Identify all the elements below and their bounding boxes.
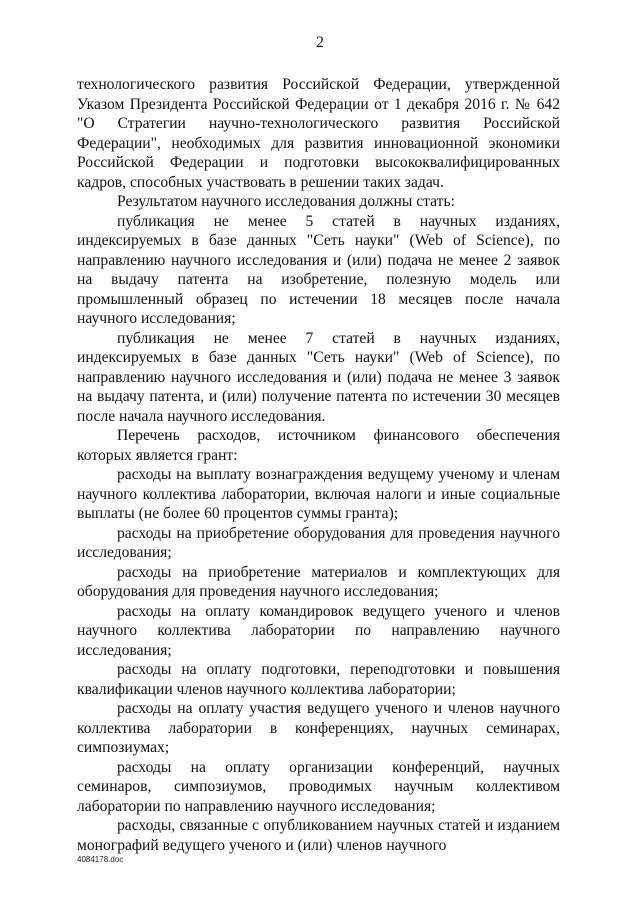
paragraph: Результатом научного исследования должны стать:	[117, 193, 455, 210]
page-number: 2	[316, 34, 324, 51]
paragraph: публикация не менее 7 статей в научных изданиях, индексируемых в базе данных "Сеть науки" (Web of Science), по направлению научного исследования и (или) подача не менее 3 заявок на выдачу патента, и (или) получение патента по истечении 30 месяцев после начала научного исследования.	[77, 329, 560, 425]
paragraph: расходы на приобретение материалов и комплектующих для оборудования для проведения научного исследования;	[77, 563, 560, 600]
paragraph: расходы на приобретение оборудования для проведения научного исследования;	[77, 524, 560, 561]
paragraph: публикация не менее 5 статей в научных изданиях, индексируемых в базе данных "Сеть науки" (Web of Science), по направлению научного исследования и (или) подача не менее 2 заявок на выдачу патента на изобретение, полезную модель или промышленный образец по истечении 18 месяцев после начала научного исследования;	[77, 212, 560, 327]
paragraph: Перечень расходов, источником финансового обеспечения которых является грант:	[77, 427, 560, 464]
paragraph: расходы на оплату командировок ведущего ученого и членов научного коллектива лаборатории по направлению научного исследования;	[77, 602, 560, 659]
paragraph: технологического развития Российской Федерации, утвержденной Указом Президента Российской Федерации от 1 декабря 2016 г. № 642 "О Стратегии научно-технологического развития Российской Федерации", необходимых для развития инновационной экономики Российской Федерации и подготовки высококвалифицированных кадров, способных участвовать в решении таких задач.	[77, 76, 560, 191]
paragraph: расходы на выплату вознаграждения ведущему ученому и членам научного коллектива лаборатории, включая налоги и иные социальные выплаты (не более 60 процентов суммы гранта);	[77, 466, 560, 522]
paragraph: расходы, связанные с опубликованием научных статей и изданием монографий ведущего ученого и (или) членов научного	[77, 817, 560, 854]
footer-filename: 4084178.doc	[77, 855, 124, 864]
paragraph: расходы на оплату участия ведущего ученого и членов научного коллектива лаборатории в конференциях, научных семинарах, симпозиумах;	[77, 700, 560, 756]
paragraph: расходы на оплату подготовки, переподготовки и повышения квалификации членов научного коллектива лаборатории;	[77, 661, 560, 698]
body-text	[77, 75, 560, 855]
paragraph: расходы на оплату организации конференций, научных семинаров, симпозиумов, проводимых научным коллективом лаборатории по направлению научного исследования;	[77, 758, 560, 815]
